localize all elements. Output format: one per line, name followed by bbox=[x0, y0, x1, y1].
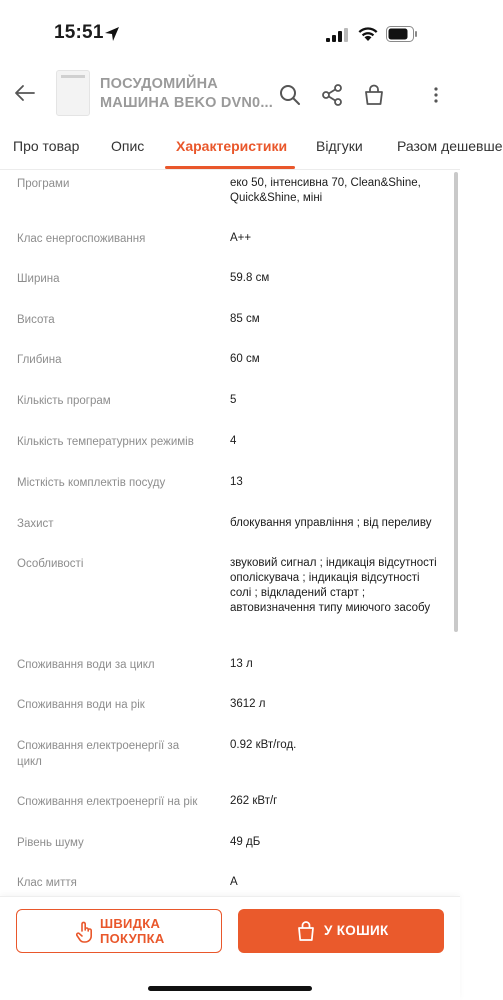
back-arrow-icon[interactable] bbox=[12, 80, 38, 106]
spec-name: Рівень шуму bbox=[17, 837, 84, 849]
spec-name: Висота bbox=[17, 314, 55, 326]
spec-value: 4 bbox=[230, 435, 237, 447]
product-title-line1: ПОСУДОМИЙНА bbox=[100, 76, 218, 92]
shopping-bag-icon[interactable] bbox=[362, 83, 386, 107]
spec-value: 85 см bbox=[230, 313, 260, 325]
spec-value: 3612 л bbox=[230, 698, 266, 710]
cellular-signal-icon bbox=[326, 28, 348, 42]
spec-name: Клас енергоспоживання bbox=[17, 233, 146, 245]
shopping-bag-icon bbox=[296, 920, 316, 942]
spec-name: Клас миття bbox=[17, 877, 77, 889]
spec-name: Споживання води за цикл bbox=[17, 659, 155, 671]
tab-about[interactable]: Про товар bbox=[13, 138, 80, 154]
spec-name: Споживання електроенергії на рік bbox=[17, 796, 198, 808]
wifi-icon bbox=[357, 25, 379, 42]
spec-value: A bbox=[230, 876, 238, 888]
status-time: 15:51 bbox=[54, 22, 104, 43]
bottom-action-bar bbox=[0, 896, 460, 1000]
spec-value: блокування управління ; від переливу bbox=[230, 517, 432, 529]
spec-value: 60 см bbox=[230, 353, 260, 365]
spec-name: Споживання електроенергії за цикл bbox=[17, 740, 180, 768]
spec-name: Кількість програм bbox=[17, 395, 111, 407]
status-bar bbox=[0, 0, 460, 62]
spec-value: A++ bbox=[230, 232, 252, 244]
spec-name: Захист bbox=[17, 518, 54, 530]
tab-bundle[interactable]: Разом дешевше bbox=[397, 138, 503, 154]
home-indicator[interactable] bbox=[148, 986, 312, 991]
spec-value: 59.8 см bbox=[230, 272, 270, 284]
spec-name: Особливості bbox=[17, 558, 84, 570]
add-to-cart-label: У КОШИК bbox=[324, 923, 389, 938]
tab-reviews[interactable]: Відгуки bbox=[316, 138, 363, 154]
spec-value: звуковий сигнал ; індикація відсутності ополіскувача ; індикація відсутності солі ; відкладений старт ; автовизначення типу миючого засобу bbox=[230, 557, 437, 614]
spec-value: 5 bbox=[230, 394, 237, 406]
spec-name: Споживання води на рік bbox=[17, 699, 145, 711]
product-title bbox=[100, 75, 273, 113]
active-tab-indicator bbox=[165, 166, 295, 169]
spec-value: 13 bbox=[230, 476, 243, 488]
spec-name: Програми bbox=[17, 178, 70, 190]
fast-buy-label: ШВИДКА ПОКУПКА bbox=[100, 916, 165, 946]
product-tabs bbox=[0, 124, 503, 170]
tab-description[interactable]: Опис bbox=[111, 138, 145, 154]
share-icon[interactable] bbox=[320, 83, 344, 107]
tap-hand-icon bbox=[75, 920, 95, 944]
spec-value: 0.92 кВт/год. bbox=[230, 739, 297, 751]
more-vertical-icon[interactable] bbox=[424, 83, 448, 107]
spec-value: 49 дБ bbox=[230, 836, 261, 848]
scrollbar[interactable] bbox=[454, 172, 458, 632]
add-to-cart-button[interactable] bbox=[238, 909, 444, 953]
spec-value: 13 л bbox=[230, 658, 253, 670]
spec-name: Кількість температурних режимів bbox=[17, 436, 194, 448]
location-arrow-icon bbox=[104, 26, 120, 42]
product-title-line2: МАШИНА BEKO DVN0... bbox=[100, 95, 273, 111]
spec-value: 262 кВт/г bbox=[230, 795, 278, 807]
spec-value: еко 50, інтенсивна 70, Clean&Shine, Quick&Shine, міні bbox=[230, 177, 421, 204]
search-icon[interactable] bbox=[278, 83, 302, 107]
spec-name: Глибина bbox=[17, 354, 62, 366]
battery-icon bbox=[386, 26, 418, 42]
fast-buy-button[interactable] bbox=[16, 909, 222, 953]
spec-name: Місткість комплектів посуду bbox=[17, 477, 166, 489]
spec-name: Ширина bbox=[17, 273, 60, 285]
tab-characteristics[interactable]: Характеристики bbox=[176, 138, 288, 154]
product-thumbnail[interactable] bbox=[56, 70, 90, 116]
product-header bbox=[0, 62, 460, 124]
